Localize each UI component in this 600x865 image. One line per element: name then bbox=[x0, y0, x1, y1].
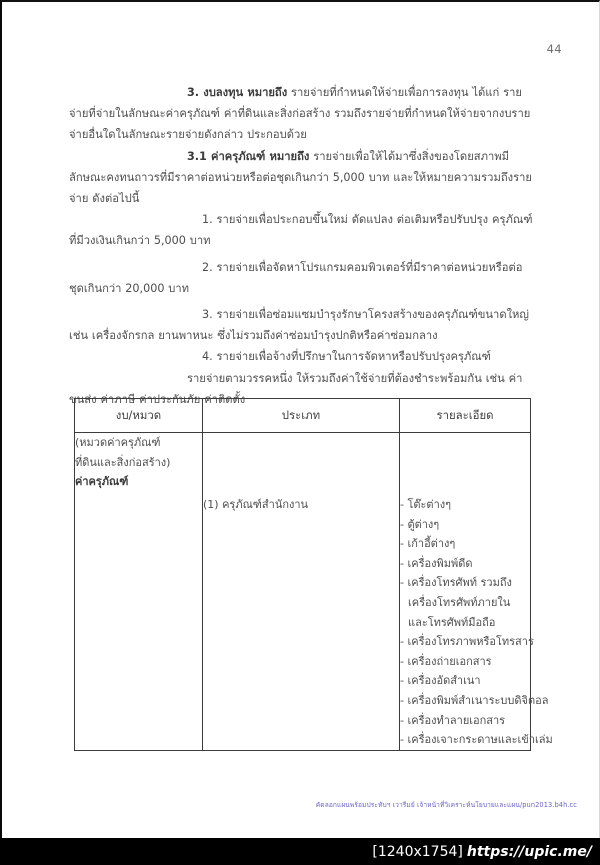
table-body bbox=[75, 433, 553, 751]
footer-credit-text: คัดลอกแผนพร้อมประทับฯ เวารีมย์ เจ้าหน้าที่วิเคราะห์นโยบายและแผน/pun2013.b4h.cc bbox=[315, 801, 577, 809]
list-item bbox=[400, 691, 549, 711]
paragraph-item-1: 1. รายจ่ายเพื่อประกอบขึ้นใหม่ ดัดแปลง ต่อเติมหรือปรับปรุง ครุภัณฑ์ที่มีวงเงินเกินกว่า 5,000 บาท bbox=[69, 213, 533, 248]
budget-category-table-wrapper bbox=[74, 398, 553, 751]
paragraph-closing-note: รายจ่ายตามวรรคหนึ่ง ให้รวมถึงค่าใช้จ่ายที่ต้องชำระพร้อมกัน เช่น ค่าขนส่ง ค่าภาษี ค่าประกันภัย ค่าติดตั้ง bbox=[69, 371, 523, 406]
detail-text: - โต๊ะต่างๆ bbox=[400, 498, 452, 511]
document-body-text bbox=[69, 82, 535, 410]
list-item bbox=[400, 671, 530, 691]
paragraph-item-3: 3. รายจ่ายเพื่อซ่อมแซมบำรุงรักษาโครงสร้างของครุภัณฑ์ขนาดใหญ่ เช่น เครื่องจักรกล ยานพาหนะ ซึ่งไม่รวมถึงค่าซ่อมบำรุงปกติหรือค่าซ่อมกลาง bbox=[69, 308, 529, 343]
detail-text: - ตู้ต่างๆ bbox=[400, 517, 440, 531]
list-item bbox=[400, 573, 530, 632]
detail-text: - เครื่องถ่ายเอกสาร bbox=[400, 654, 492, 668]
column-header-details: รายละเอียด bbox=[400, 399, 531, 433]
table-row bbox=[75, 433, 531, 751]
detail-text-continued: เครื่องโทรศัพท์ภายใน bbox=[408, 595, 511, 609]
table-header-row bbox=[75, 399, 531, 433]
type-label: (1) ครุภัณฑ์สำนักงาน bbox=[203, 498, 309, 511]
watermark-dimensions: [1240x1754] bbox=[372, 843, 463, 860]
category-line-2: ที่ดินและสิ่งก่อสร้าง) bbox=[75, 455, 171, 469]
detail-text: - เก้าอี้ต่างๆ bbox=[400, 537, 456, 551]
detail-text: - เครื่องทำลายเอกสาร bbox=[400, 713, 506, 727]
detail-text: - เครื่องเจาะกระดาษและเข้าเล่ม bbox=[400, 733, 553, 747]
paragraph-item-4: 4. รายจ่ายเพื่อจ้างที่ปรึกษาในการจัดหาหรือปรับปรุงครุภัณฑ์ bbox=[202, 350, 491, 364]
detail-text-continued: และโทรศัพท์มือถือ bbox=[408, 615, 496, 629]
watermark-url[interactable]: https://upic.me/ bbox=[466, 843, 592, 860]
paragraph-text: รายจ่ายที่กำหนดให้จ่ายเพื่อการลงทุน ได้แก่ รายจ่ายที่จ่ายในลักษณะค่าครุภัณฑ์ ค่าที่ดินและสิ่งก่อสร้าง รวมถึงรายจ่ายที่กำหนดให้จ่ายจากงบรายจ่ายอื่นใดในลักษณะรายจ่ายดังกล่าว ประกอบด้วย bbox=[69, 86, 531, 142]
list-item bbox=[400, 632, 534, 652]
detail-item-list bbox=[400, 433, 553, 750]
list-item bbox=[400, 730, 553, 750]
list-item bbox=[400, 554, 530, 574]
list-item bbox=[400, 652, 530, 672]
detail-text: - เครื่องโทรศัพท์ รวมถึง bbox=[400, 576, 512, 590]
paragraph-lead-label: 3.1 ค่าครุภัณฑ์ หมายถึง bbox=[187, 149, 310, 163]
detail-text: - เครื่องพิมพ์สำเนาระบบดิจิตอล bbox=[400, 693, 549, 707]
cell-details bbox=[400, 433, 553, 751]
cell-type bbox=[203, 433, 400, 751]
paragraph-budget-investment bbox=[69, 82, 535, 146]
page-number: 44 bbox=[546, 42, 562, 56]
detail-text: - เครื่องพิมพ์ดีด bbox=[400, 556, 473, 570]
list-item bbox=[400, 534, 530, 554]
list-item bbox=[400, 515, 530, 535]
image-host-watermark-bar bbox=[0, 838, 600, 865]
paragraph-text: รายจ่ายเพื่อให้ได้มาซึ่งสิ่งของโดยสภาพมีลักษณะคงทนถาวรที่มีราคาต่อหน่วยหรือต่อชุดเกินกว่า 5,000 บาท และให้หมายความรวมถึงรายจ่าย ดังต่อไปนี้ bbox=[69, 149, 532, 206]
column-header-budget-category: งบ/หมวด bbox=[75, 399, 203, 433]
column-header-type: ประเภท bbox=[203, 399, 400, 433]
detail-text: - เครื่องโทรภาพหรือโทรสาร bbox=[400, 635, 534, 649]
detail-text: - เครื่องอัดสำเนา bbox=[400, 674, 481, 688]
table-header bbox=[75, 399, 531, 433]
category-line-emphasis: ค่าครุภัณฑ์ bbox=[75, 475, 129, 489]
paragraph-lead-label: 3. งบลงทุน หมายถึง bbox=[187, 86, 288, 99]
budget-category-table bbox=[74, 398, 553, 751]
watermark-content bbox=[372, 844, 592, 860]
category-line-1: (หมวดค่าครุภัณฑ์ bbox=[75, 436, 161, 449]
list-item bbox=[400, 711, 530, 731]
paragraph-item-2: 2. รายจ่ายเพื่อจัดหาโปรแกรมคอมพิวเตอร์ที่มีราคาต่อหน่วยหรือต่อชุดเกินกว่า 20,000 บาท bbox=[69, 260, 523, 295]
cell-budget-category bbox=[75, 433, 203, 751]
paragraph-durable-goods bbox=[69, 146, 535, 210]
page-content-area bbox=[2, 2, 599, 838]
list-item bbox=[400, 495, 530, 515]
